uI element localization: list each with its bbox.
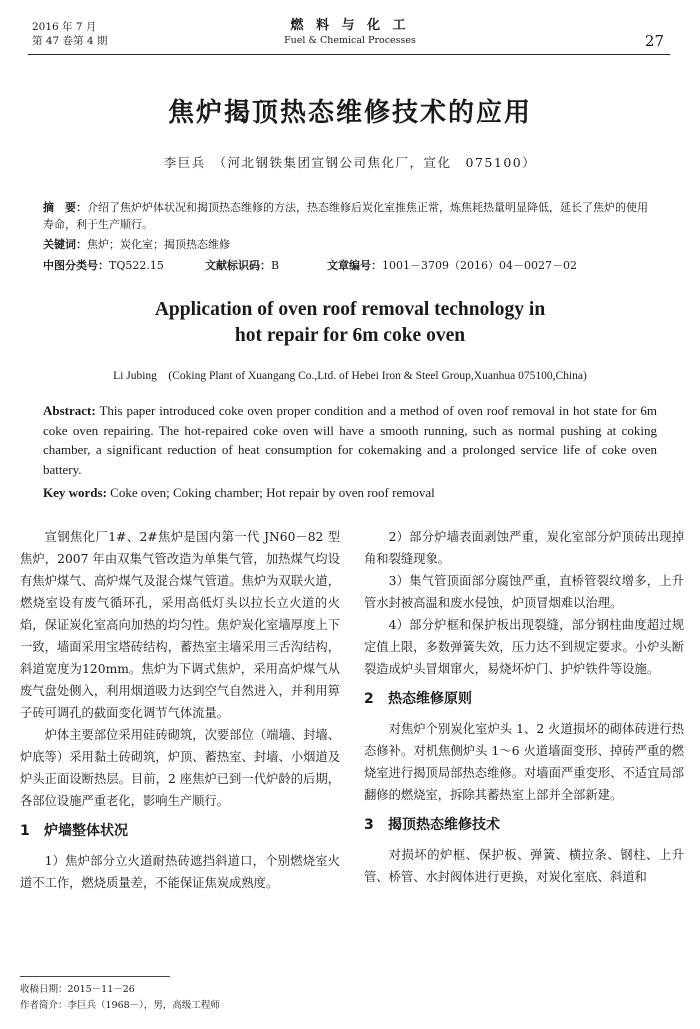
- doc-code-value: B: [271, 259, 280, 272]
- section-heading: [20, 820, 340, 842]
- section-title: 炉墙整体状况: [44, 823, 128, 839]
- clc-label: 中图分类号：: [43, 259, 109, 272]
- author-line: 李巨兵 （河北钢铁集团宣钢公司焦化厂，宣化 075100）: [163, 155, 537, 170]
- footnote: [20, 982, 220, 1014]
- received-date: 收稿日期：2015－11－26: [20, 984, 135, 995]
- header-rule: [28, 54, 670, 55]
- clc-value: TQ522.15: [109, 259, 164, 272]
- abstract-en-text: This paper introduced coke oven proper condition and a method of oven roof removal in hot state for 6m coke oven repairing. The hot-repaired coke oven will have a smooth running, such as normal pushing at coking chamber, a significant reduction of heat consumption for cokemaking and a prolonged service life of coke oven battery.: [43, 403, 658, 477]
- keywords-cn-label: 关键词：: [43, 238, 87, 251]
- body-column-right: [364, 526, 684, 888]
- abstract-cn-label: 摘 要：: [43, 201, 87, 214]
- keywords-en: [43, 485, 657, 501]
- doc-code-label: 文献标识码：: [205, 259, 271, 272]
- paragraph: 对焦炉个别炭化室炉头 1、2 火道损坏的砌体砖进行热态修补。对机焦侧炉头 1～6 火道墙面变形、掉砖严重的燃烧室进行揭顶局部热态维修。对墙面严重变形、不适宜局部翻修的燃烧室，拆除其蓄热室上部并全部新建。: [364, 722, 684, 802]
- article-title: 焦炉揭顶热态维修技术的应用: [167, 98, 532, 128]
- article-title-en: [0, 297, 700, 349]
- section-title: 热态维修原则: [388, 691, 472, 707]
- paragraph: 炉体主要部位采用硅砖砌筑，次要部位（端墙、封墙、炉底等）采用黏土砖砌筑，炉顶、蓄热室、封墙、小烟道及炉头正面设断热层。目前，2 座焦炉已到一代炉龄的后期，各部位设施严重老化，影响生产顺行。: [20, 728, 340, 808]
- paragraph: 宣钢焦化厂1#、2#焦炉是国内第一代 JN60－82 型焦炉，2007 年由双集气管改造为单集气管，加热煤气均设有焦炉煤气、高炉煤气及混合煤气管道。焦炉为双联火道，燃烧室设有废气循环孔，采用高低灯头以拉长立火道的火焰，保证炭化室高向加热的均匀性。焦炉炭化室墙厚度上下一致，墙面采用宝塔砖结构，蓄热室主墙采用三舌沟结构，斜道宽度为120mm。焦炉为下调式焦炉，采用高炉煤气从废气盘处侧入，利用烟道吸力达到空气自然进入，并利用箅子砖可调孔的截面变化调节气体流量。: [20, 530, 340, 720]
- title-en-line-2: hot repair for 6m coke oven: [234, 325, 466, 346]
- paragraph: 4）部分炉框和保护板出现裂缝，部分钢柱曲度超过规定值上限，多数弹簧失效，压力达不到规定要求。小炉头断裂造成炉头冒烟窜火，易烧坏炉门、护炉铁件等设施。: [364, 618, 684, 676]
- paragraph: 2）部分炉墙表面剥蚀严重，炭化室部分炉顶砖出现掉角和裂缝现象。: [364, 530, 684, 566]
- body-column-left: [20, 526, 340, 894]
- abstract-cn-text: 介绍了焦炉炉体状况和揭顶热态维修的方法，热态维修后炭化室推焦正常，炼焦耗热量明显降低，延长了焦炉的使用寿命，利于生产顺行。: [43, 201, 648, 231]
- issue-volume: 第 47 卷第 4 期: [32, 35, 108, 47]
- section-title: 揭顶热态维修技术: [388, 817, 500, 833]
- journal-name: 燃 料 与 化 工: [290, 18, 410, 33]
- keywords-en-text: Coke oven; Coking chamber; Hot repair by oven roof removal: [110, 485, 435, 500]
- classification-line: [43, 257, 657, 274]
- section-number: 3: [364, 817, 374, 833]
- section-number: 2: [364, 691, 374, 707]
- author-bio: 作者简介：李巨兵（1968－），男，高级工程师: [20, 1000, 220, 1011]
- abstract-cn: [43, 199, 657, 233]
- page-number: 27: [644, 32, 664, 50]
- journal-name-en: Fuel & Chemical Processes: [284, 35, 416, 46]
- article-no-label: 文章编号：: [327, 259, 382, 272]
- abstract-en-label: Abstract:: [43, 403, 96, 418]
- paragraph: 对损坏的炉框、保护板、弹簧、横拉条、钢柱、上升管、桥管、水封阀体进行更换，对炭化室底、斜道和: [364, 848, 684, 884]
- keywords-cn-text: 焦炉；炭化室；揭顶热态维修: [87, 238, 230, 251]
- section-heading: [364, 814, 684, 836]
- abstract-en: [43, 401, 657, 479]
- title-en-line-1: Application of oven roof removal technology in: [154, 299, 546, 320]
- paragraph: 3）集气管顶面部分腐蚀严重，直桥管裂纹增多，上升管水封被高温和废水侵蚀，炉顶冒烟难以治理。: [364, 574, 684, 610]
- footnote-rule: [20, 976, 170, 977]
- issue-date: 2016 年 7 月: [32, 21, 97, 33]
- issue-info: [32, 20, 107, 48]
- author-line-en: Li Jubing (Coking Plant of Xuangang Co.,Ltd. of Hebei Iron & Steel Group,Xuanhua 075100,China): [113, 370, 587, 382]
- section-number: 1: [20, 823, 30, 839]
- section-heading: [364, 688, 684, 710]
- paragraph: 1）焦炉部分立火道耐热砖遮挡斜道口，个别燃烧室火道不工作，燃烧质量差，不能保证焦炭成熟度。: [20, 854, 340, 890]
- keywords-cn: [43, 236, 657, 253]
- article-no-value: 1001－3709（2016）04－0027－02: [382, 259, 577, 272]
- journal-header: [250, 18, 450, 47]
- keywords-en-label: Key words:: [43, 485, 107, 500]
